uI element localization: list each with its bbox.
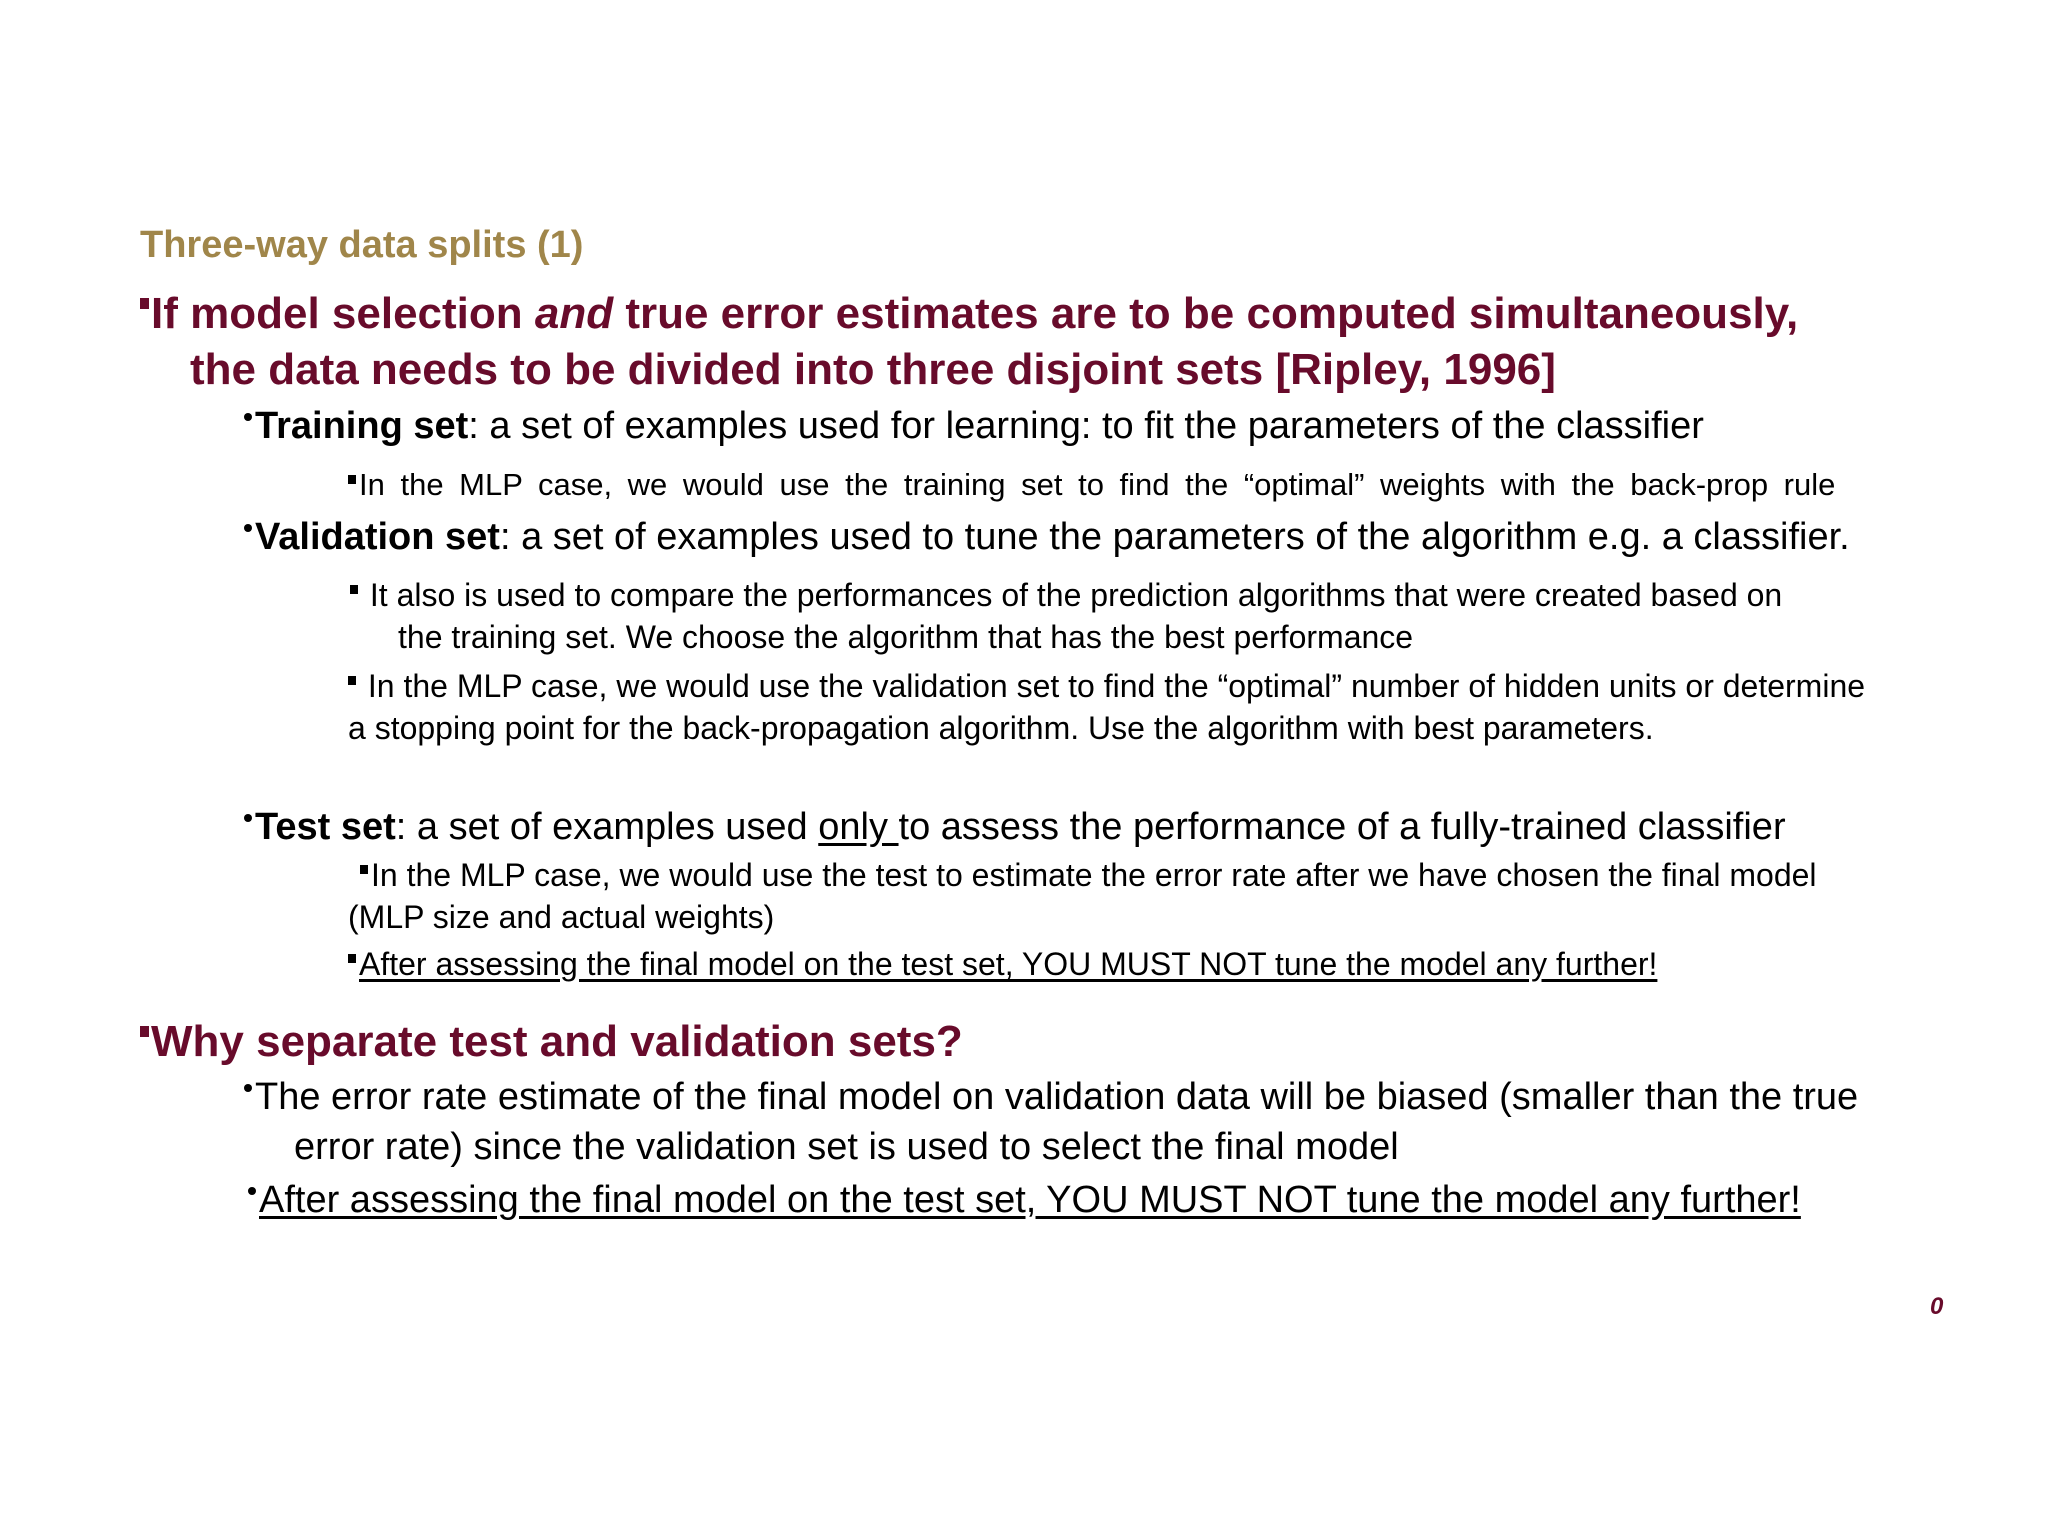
main-point-1-line-2: the data needs to be divided into three disjoint sets [Ripley, 1996] [190,345,1556,394]
square-bullet-icon [140,1026,149,1037]
round-bullet-icon [244,413,252,421]
validation-set-bullet: Validation set: a set of examples used to tune the parameters of the algorithm e.g. a classifier. [244,516,1850,559]
why-separate-bullet-1-line-2: error rate) since the validation set is used to select the final model [294,1126,1399,1168]
validation-set-sub-1-line-1: It also is used to compare the performances of the prediction algorithms that were created based on [350,577,1782,614]
round-bullet-icon [244,524,252,532]
test-set-sub-1-line-2: (MLP size and actual weights) [348,899,775,935]
training-set-bullet: Training set: a set of examples used for learning: to fit the parameters of the classifier [244,405,1704,448]
validation-set-sub-1-line-2: the training set. We choose the algorithm that has the best performance [398,619,1414,655]
test-set-bullet: Test set: a set of examples used only to assess the performance of a fully-trained classifier [244,806,1786,849]
main-point-1-line-1: If model selection and true error estimates are to be computed simultaneously, [140,289,1798,339]
test-set-sub-2: After assessing the final model on the test set, YOU MUST NOT tune the model any further! [348,946,1657,983]
round-bullet-icon [248,1187,256,1195]
round-bullet-icon [244,814,252,822]
test-set-sub-1-line-1: In the MLP case, we would use the test to estimate the error rate after we have chosen the final model [360,857,1817,894]
training-set-sub-1: In the MLP case, we would use the training set to find the “optimal” weights with the back-prop rule [348,467,1835,503]
why-separate-bullet-2: After assessing the final model on the test set, YOU MUST NOT tune the model any further! [248,1179,1801,1222]
square-bullet-icon [350,585,358,594]
square-bullet-icon [348,954,356,963]
main-point-2-heading: Why separate test and validation sets? [140,1017,963,1067]
square-bullet-icon [140,298,149,309]
square-bullet-icon [360,865,368,874]
square-bullet-icon [348,676,356,685]
validation-set-sub-2-line-1: In the MLP case, we would use the validation set to find the “optimal” number of hidden units or determine [348,668,1865,705]
round-bullet-icon [244,1084,252,1092]
slide-title: Three-way data splits (1) [140,224,584,266]
square-bullet-icon [348,475,356,484]
validation-set-sub-2-line-2: a stopping point for the back-propagation algorithm. Use the algorithm with best parameters. [348,710,1654,746]
page-number: 0 [1930,1293,1944,1320]
why-separate-bullet-1-line-1: The error rate estimate of the final model on validation data will be biased (smaller than the true [244,1076,1858,1119]
